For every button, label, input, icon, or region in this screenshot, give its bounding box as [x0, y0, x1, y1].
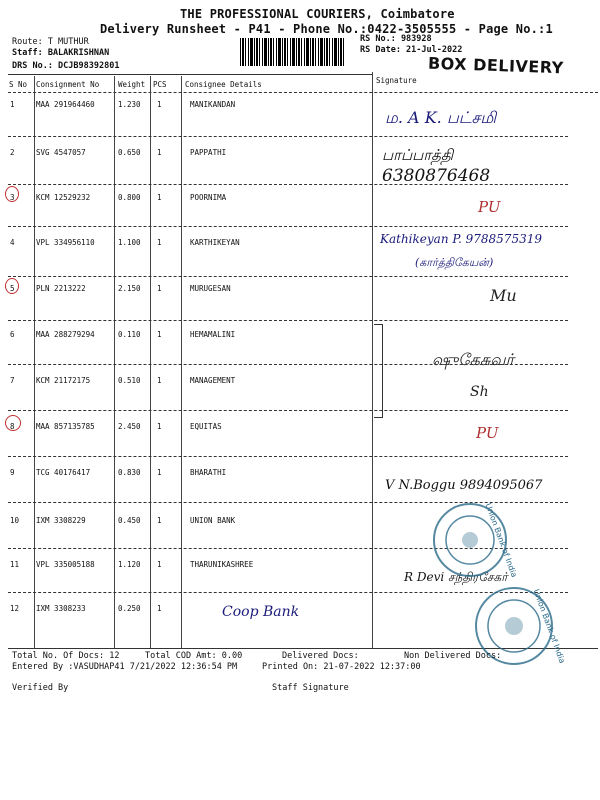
row-consignee: MANAGEMENT: [190, 376, 236, 385]
col-consignment: Consignment No: [36, 80, 100, 89]
row-pcs: 1: [157, 193, 162, 202]
staff-signature: Staff Signature: [272, 683, 349, 693]
row-consignment: MAA 288279294: [36, 330, 95, 339]
row-pcs: 1: [157, 376, 162, 385]
row-sno: 5: [10, 284, 15, 293]
printed-on: Printed On: 21-07-2022 12:37:00: [262, 662, 421, 672]
row-pcs: 1: [157, 284, 162, 293]
row-weight: 0.250: [118, 604, 141, 613]
col-rule-4: [181, 76, 182, 648]
row-pcs: 1: [157, 148, 162, 157]
row-signature: PU: [476, 424, 499, 442]
row-weight: 0.650: [118, 148, 141, 157]
row-consignee: UNION BANK: [190, 516, 236, 525]
company-name: THE PROFESSIONAL COURIERS, Coimbatore: [180, 7, 455, 21]
row-weight: 1.230: [118, 100, 141, 109]
row-divider: [8, 456, 568, 457]
row-divider: [8, 184, 568, 185]
non-delivered-docs: Non Delivered Docs:: [404, 651, 502, 661]
row-consignment: IXM 3308233: [36, 604, 86, 613]
verified-by: Verified By: [12, 683, 69, 693]
row-pcs: 1: [157, 560, 162, 569]
col-rule-2: [114, 76, 115, 648]
union-bank-stamp-text-2: Union Bank of India: [531, 588, 567, 665]
row-divider: [8, 320, 568, 321]
row-weight: 2.450: [118, 422, 141, 431]
row-divider: [8, 226, 568, 227]
total-cod: Total COD Amt: 0.00: [145, 651, 243, 661]
row-signature: Kathikeyan P. 9788575319: [380, 232, 542, 246]
row-consignee: BHARATHI: [190, 468, 227, 477]
row-weight: 1.120: [118, 560, 141, 569]
row-weight: 0.450: [118, 516, 141, 525]
row-weight: 0.110: [118, 330, 141, 339]
row-sno: 6: [10, 330, 15, 339]
row-signature: ம. A K. பட்சமி: [385, 108, 497, 127]
rs-date: RS Date: 21-Jul-2022: [360, 45, 463, 55]
row-consignment: VPL 335005188: [36, 560, 95, 569]
group-bracket: [374, 324, 383, 418]
col-weight: Weight: [118, 80, 146, 89]
row-consignee: POORNIMA: [190, 193, 227, 202]
header-top-rule: [8, 74, 372, 75]
col-signature: Signature: [376, 76, 417, 85]
rs-number: RS No.: 983928: [360, 34, 432, 44]
staff-label: Staff: BALAKRISHNAN: [12, 48, 110, 58]
col-rule-5: [372, 72, 373, 648]
row-pcs: 1: [157, 238, 162, 247]
col-rule-3: [150, 76, 151, 648]
row-consignment: MAA 857135785: [36, 422, 95, 431]
total-docs: Total No. Of Docs: 12: [12, 651, 120, 661]
col-pcs: PCS: [153, 80, 167, 89]
row-signature: PU: [478, 198, 501, 216]
row-sno: 7: [10, 376, 15, 385]
row-signature-name: (கார்த்திகேயன்): [415, 256, 494, 269]
row-weight: 0.510: [118, 376, 141, 385]
row-consignment: IXM 3308229: [36, 516, 86, 525]
row-divider: [8, 364, 568, 365]
row-sno: 11: [10, 560, 20, 569]
row-sno: 2: [10, 148, 15, 157]
row-sno: 8: [10, 422, 15, 431]
col-sno: S No: [9, 80, 28, 89]
row-consignee: HEMAMALINI: [190, 330, 236, 339]
row-signature: Coop Bank: [222, 604, 300, 620]
runsheet-subtitle: Delivery Runsheet - P41 - Phone No.:0422-3505555 - Page No.:1: [100, 22, 553, 36]
row-consignment: SVG 4547057: [36, 148, 86, 157]
row-signature: Mu: [490, 286, 517, 305]
row-pcs: 1: [157, 516, 162, 525]
row-consignee: PAPPATHI: [190, 148, 227, 157]
row-sno: 1: [10, 100, 15, 109]
row-pcs: 1: [157, 468, 162, 477]
row-weight: 0.800: [118, 193, 141, 202]
row-consignee: MURUGESAN: [190, 284, 231, 293]
row-consignment: MAA 291964460: [36, 100, 95, 109]
box-delivery-stamp: BOX DELIVERY: [427, 53, 565, 78]
row-pcs: 1: [157, 604, 162, 613]
row-signature: V N.Boggu 9894095067: [385, 478, 543, 493]
row-signature: Sh: [470, 384, 489, 400]
col-consignee: Consignee Details: [185, 80, 262, 89]
row-signature-phone: 6380876468: [382, 166, 491, 186]
row-consignment: KCM 21172175: [36, 376, 91, 385]
union-bank-stamp-text-1: Union Bank of India: [483, 502, 519, 579]
row-sno: 12: [10, 604, 20, 613]
row-pcs: 1: [157, 330, 162, 339]
row-signature: ஷுகேசுவர்: [432, 350, 514, 369]
row-divider: [8, 136, 568, 137]
row-sno: 9: [10, 468, 15, 477]
row-consignee: KARTHIKEYAN: [190, 238, 240, 247]
row-consignment: VPL 334956110: [36, 238, 95, 247]
row-divider: [8, 410, 568, 411]
drs-label: DRS No.: DCJB98392801: [12, 61, 120, 71]
entered-by: Entered By :VASUDHAP41 7/21/2022 12:36:54 PM: [12, 662, 238, 672]
row-consignee: EQUITAS: [190, 422, 222, 431]
row-weight: 1.100: [118, 238, 141, 247]
row-divider: [8, 276, 568, 277]
row-sno: 10: [10, 516, 20, 525]
row-signature: R Devi சந்திரசேகர்: [404, 570, 508, 584]
row-consignment: PLN 2213222: [36, 284, 86, 293]
col-rule-1: [34, 76, 35, 648]
row-sno: 4: [10, 238, 15, 247]
row-consignment: KCM 12529232: [36, 193, 91, 202]
header-bottom-rule: [8, 92, 598, 93]
row-consignee: THARUNIKASHREE: [190, 560, 254, 569]
barcode: [240, 38, 344, 66]
row-sno: 3: [10, 193, 15, 202]
row-pcs: 1: [157, 422, 162, 431]
row-weight: 2.150: [118, 284, 141, 293]
row-consignment: TCG 40176417: [36, 468, 91, 477]
delivered-docs: Delivered Docs:: [282, 651, 359, 661]
row-weight: 0.830: [118, 468, 141, 477]
row-consignee: MANIKANDAN: [190, 100, 236, 109]
row-pcs: 1: [157, 100, 162, 109]
route-label: Route: T MUTHUR: [12, 37, 89, 47]
row-signature: பாப்பாத்தி: [382, 146, 454, 164]
